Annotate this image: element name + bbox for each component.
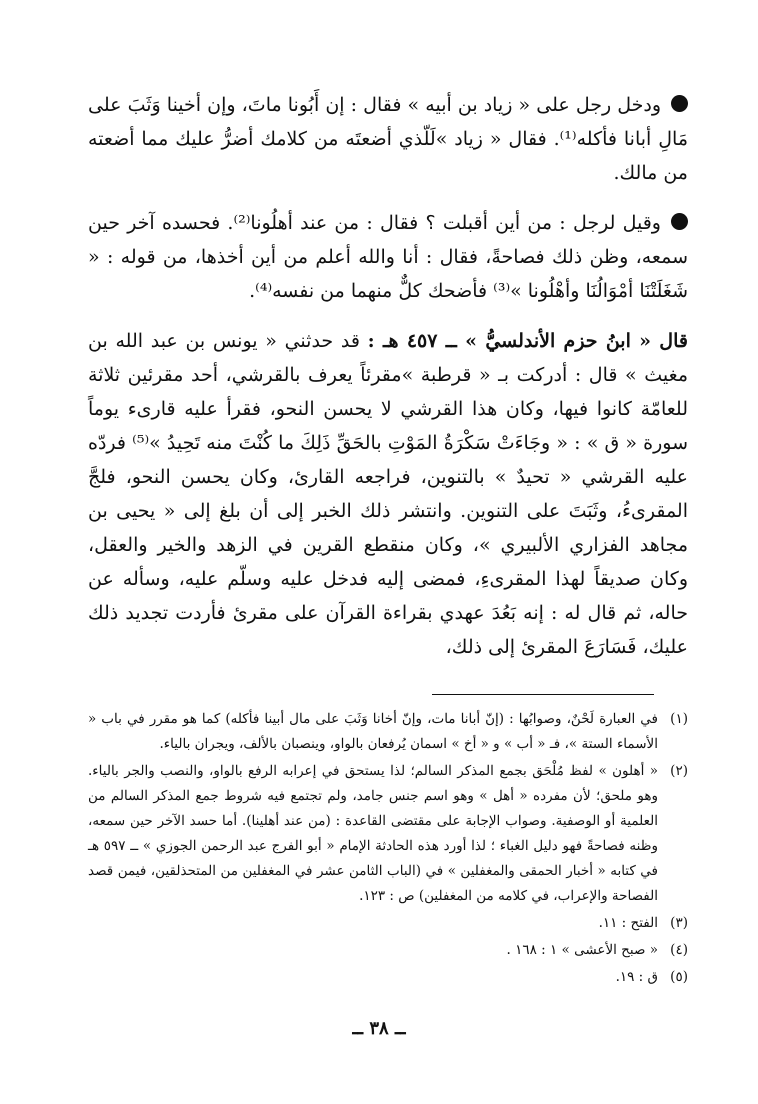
footnote: [88, 965, 688, 990]
bullet-icon: [671, 213, 688, 230]
page-number: ــ ٣٨ ــ: [352, 1018, 406, 1039]
footnotes: [88, 707, 688, 992]
footnote-text: « أهلون » لفظ مُلْحَق بجمع المذكر السالم؛ لذا يستحق في إعرابه الرفع بالواو، والنصب والجر بالياء. وهو ملحق؛ لأن مفرده « أهل » وهو اسم جنس جامد، ولم تجتمع فيه شروط جمع المذكر السالم من العلمية أو الوصفية. وصواب الإجابة على مقتضى القاعدة : (من عند أهلينا). أما حسد الآخر حين سمعه، وظنه فصاحةً فهو دليل الغباء ؛ لذا أورد هذه الحادثة الإمام « أبو الفرج عبد الرحمن الجوزي » ــ ٥٩٧ هـ في كتابه « أخبار الحمقى والمغفلين » في (الباب الثامن عشر في المغفلين من المتحذلقين، فيمن قصد الفصاحة والإعراب، في كلامه من المغفلين) ص : ١٢٣.: [88, 763, 659, 904]
footnote-number: (٥): [670, 969, 688, 985]
footnote: [88, 938, 688, 963]
footnote-text: ق : ١٩.: [615, 969, 658, 985]
paragraph-text: قد حدثني « يونس بن عبد الله بن مغيث » قال : أدركت بـ « قرطبة »مقرئاً يعرف بالقرشي، أحد مقرئين ثلاثة للعامّة كانوا فيها، وكان هذا القرشي لا يحسن النحو، فقرأ عليه قارىء يوماً سورة « ق » : « وجَاءَتْ سَكْرَةُ المَوْتِ بالحَقِّ ذَلِكَ ما كُنْتَ منه تَحِيدُ »⁽⁵⁾ فردّه عليه القرشي « تحيدٌ » بالتنوين، فراجعه القارئ، وكان يحسن النحو، فلجَّ المقرىءُ، وثَبَتَ على التنوين. وانتشر ذلك الخبر إلى أن بلغ إلى « يحيى بن مجاهد الفزاري الألبيري »، وكان منقطع القرين في الزهد والخير والعقل، وكان صديقاً لهذا المقرىءِ، فمضى إليه فدخل عليه وسلّم عليه، وسأله عن حاله، ثم قال له : إنه بَعُدَ عهدي بقراءة القرآن على مقرئ فأردت تجديد ذلك عليك، فَسَارَعَ المقرئ إلى ذلك،: [88, 330, 689, 658]
paragraph-text: ودخل رجل على « زياد بن أبيه » فقال : إن أَبُونا ماتَ، وإن أخينا وَثَبَ على مَالِ أبانا فأكله⁽¹⁾. فقال « زياد »لَلّذي أضعتَه من كلامك أضرُّ عليك مما أضعته من مالك.: [88, 94, 689, 184]
paragraph-heading: قال « ابنُ حزم الأندلسيُّ » ــ ٤٥٧ هـ :: [367, 330, 688, 352]
bullet-icon: [671, 95, 688, 112]
footnote: [88, 707, 688, 757]
footnote-number: (٤): [670, 942, 688, 958]
footnote-number: (١): [670, 711, 688, 727]
footnote-text: الفتح : ١١.: [598, 915, 658, 931]
paragraph-text: وقيل لرجل : من أين أقبلت ؟ فقال : من عند أهلُونا⁽²⁾. فحسده آخر حين سمعه، وظن ذلك فصاحةً، فقال : أنا والله أعلم من أين أخذها، من قوله : « شَغَلَتْنَا أمْوَالُنَا وأهْلُونا »⁽³⁾ فأضحك كلٌّ منهما من نفسه⁽⁴⁾.: [88, 212, 688, 302]
paragraph-ibn-hazm: [88, 324, 688, 664]
main-text: [88, 88, 688, 680]
footnote: [88, 911, 688, 936]
footnote-number: (٢): [670, 763, 688, 779]
footnote-text: في العبارة لَحْنٌ، وصوابُها : (إنّ أبانا مات، وإنّ أخانا وَثَبَ على مال أبينا فأكله) كما هو مقرر في باب « الأسماء الستة »، فـ « أب » و « أخ » اسمان يُرفعان بالواو، وينصبان بالألف، ويجران بالياء.: [88, 711, 658, 752]
paragraph-ahlouna: [88, 206, 688, 308]
footnote-text: « صبح الأعشى » ١ : ١٦٨ .: [506, 942, 658, 958]
footnote: [88, 759, 688, 909]
footnote-divider: [432, 694, 654, 695]
footnote-number: (٣): [670, 915, 688, 931]
paragraph-ziyad: [88, 88, 688, 190]
